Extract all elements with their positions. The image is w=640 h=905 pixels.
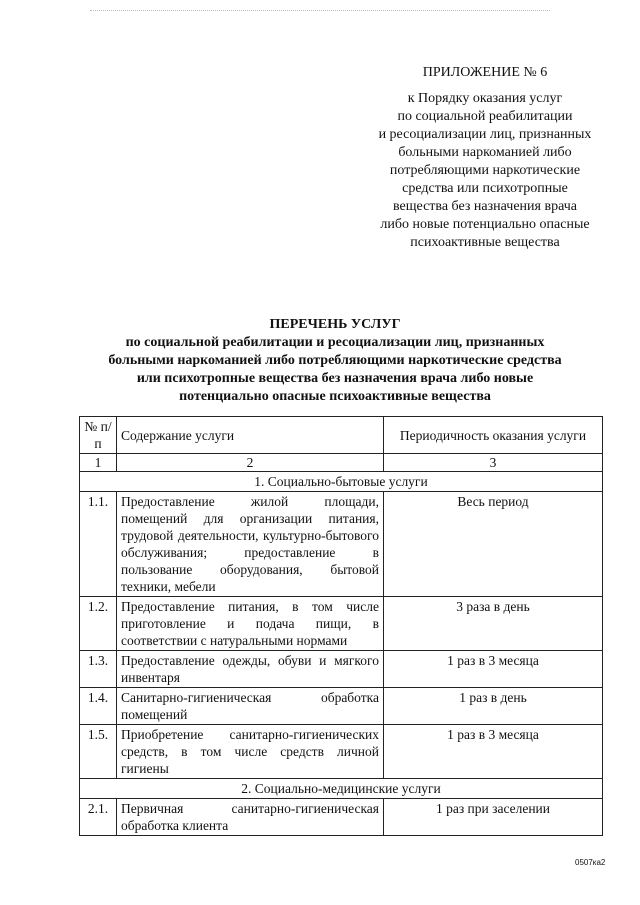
appendix-line: психоактивные вещества [410,235,560,250]
row-period: 1 раз в 3 месяца [384,651,603,688]
appendix-line: вещества без назначения врача [393,199,577,214]
row-content: Санитарно-гигиеническая обработка помещений [117,688,384,725]
table-row [80,725,603,779]
section-title: 2. Социально-медицинские услуги [80,779,603,799]
appendix-block [360,64,610,252]
row-num: 1.4. [80,688,117,725]
footer-code: 0507ка2 [575,858,606,867]
row-num: 1.2. [80,597,117,651]
row-period: 1 раз в день [384,688,603,725]
row-period: 3 раза в день [384,597,603,651]
row-num: 2.1. [80,799,117,836]
title-line: больными наркоманией либо потребляющими наркотические средства [108,353,562,368]
row-period: 1 раз в 3 месяца [384,725,603,779]
column-number: 3 [384,454,603,472]
title-line: по социальной реабилитации и ресоциализации лиц, признанных [125,335,545,350]
column-number: 1 [80,454,117,472]
row-num: 1.5. [80,725,117,779]
row-content: Предоставление питания, в том числе приготовление и подача пищи, в соответствии с натуральными нормами [117,597,384,651]
table-row [80,651,603,688]
title-main: ПЕРЕЧЕНЬ УСЛУГ [269,317,401,332]
section-row [80,472,603,492]
appendix-line: потребляющими наркотические [389,163,581,178]
appendix-line: средства или психотропные [402,181,568,196]
row-period: 1 раз при заселении [384,799,603,836]
header-content: Содержание услуги [117,417,384,454]
header-num: № п/п [80,417,117,454]
table-row [80,492,603,597]
row-period: Весь период [384,492,603,597]
row-content: Предоставление жилой площади, помещений для организации питания, трудовой деятельности, культурно-бытового обслуживания; предоставление в пользование оборудования, бытовой техники, мебели [117,492,384,597]
table-row [80,688,603,725]
title-line: потенциально опасные психоактивные вещества [179,389,491,404]
column-numbers-row [80,454,603,472]
services-table [79,416,603,836]
appendix-line: к Порядку оказания услуг [407,91,563,106]
document-title [70,316,600,406]
appendix-line: больными наркоманией либо [398,145,572,160]
table-row [80,597,603,651]
title-line: или психотропные вещества без назначения врача либо новые [136,371,534,386]
appendix-line: и ресоциализации лиц, признанных [378,127,592,142]
row-num: 1.1. [80,492,117,597]
table-header-row [80,417,603,454]
row-content: Первичная санитарно-гигиеническая обработка клиента [117,799,384,836]
section-row [80,779,603,799]
column-number: 2 [117,454,384,472]
section-title: 1. Социально-бытовые услуги [80,472,603,492]
row-content: Предоставление одежды, обуви и мягкого инвентаря [117,651,384,688]
row-num: 1.3. [80,651,117,688]
appendix-heading: ПРИЛОЖЕНИЕ № 6 [422,65,548,80]
row-content: Приобретение санитарно-гигиенических средств, в том числе средств личной гигиены [117,725,384,779]
scan-artifact-line [90,10,550,12]
appendix-line: по социальной реабилитации [397,109,573,124]
table-row [80,799,603,836]
appendix-line: либо новые потенциально опасные [380,217,590,232]
header-period: Периодичность оказания услуги [384,417,603,454]
